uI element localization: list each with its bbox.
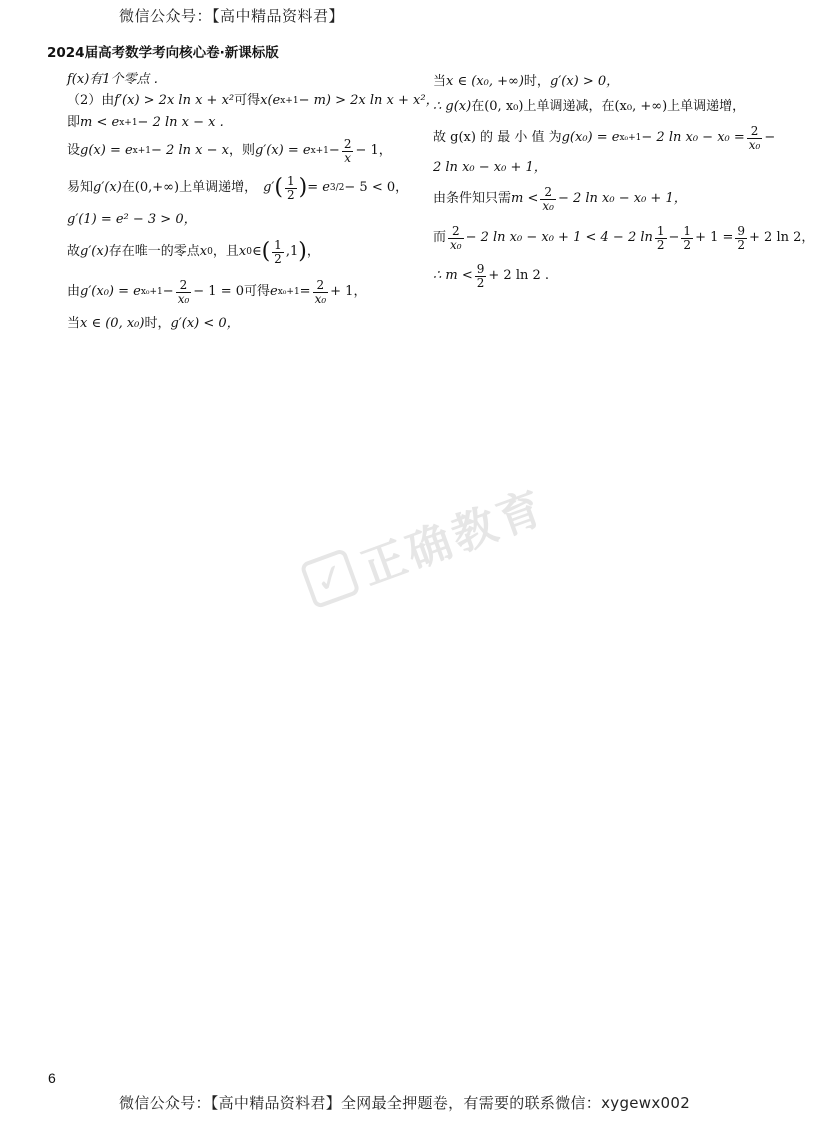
fraction (176, 279, 192, 305)
exponent: x₀+1 (140, 286, 163, 297)
subscript: 0 (246, 246, 252, 257)
text: 当 (67, 315, 81, 331)
numerator: 2 (316, 277, 325, 292)
fraction (681, 225, 693, 251)
math: (x₀, +∞) (614, 98, 668, 114)
math: x ∈ (0, x₀) (80, 315, 145, 331)
numerator: 1 (656, 223, 665, 238)
numerator: 2 (343, 136, 352, 151)
math: g′(x₀) = e (80, 283, 141, 299)
denominator: 2 (683, 237, 692, 252)
text: f(x)有1个零点 . (67, 71, 158, 87)
exponent: x+1 (119, 117, 138, 128)
math: x (199, 243, 208, 259)
text: 易知 (67, 179, 94, 195)
line-8 (67, 272, 407, 312)
numerator: 2 (451, 223, 460, 238)
math: = (299, 283, 311, 299)
text: 设 (67, 142, 81, 158)
denominator: x₀ (177, 291, 190, 306)
exponent: x+1 (280, 95, 299, 106)
bottom-banner: 微信公众号：【高中精品资料君】全网最全押题卷，有需要的联系微信：xygewx002 (119, 1094, 691, 1112)
math: (0,+∞) (134, 179, 180, 195)
fraction (342, 138, 354, 164)
text: 故 (67, 243, 81, 259)
fraction (655, 225, 667, 251)
line-6 (67, 208, 407, 232)
math: ,1 (285, 243, 299, 259)
math: − 2 ln x₀ − x₀ = (641, 129, 745, 145)
text: 由条件知只需 (433, 190, 512, 206)
document-header: 2024届高考数学考向核心卷·新课标版 (47, 45, 279, 61)
math: m < e (80, 114, 120, 130)
numerator: 9 (476, 261, 485, 276)
checkmark-logo-icon: ✓ (299, 548, 361, 610)
right-paren: ) (298, 175, 308, 200)
line-3 (67, 112, 407, 134)
denominator: x₀ (542, 198, 554, 213)
math: − 2 ln x − x (151, 142, 229, 158)
text: 可得 (234, 92, 261, 108)
math: − m) > 2x ln x + x²， (298, 92, 439, 108)
line-r5 (433, 180, 763, 218)
text: ，则 (228, 142, 255, 158)
text: 上单调递减，在 (523, 98, 615, 114)
right-paren: ) (298, 239, 307, 264)
math: + 1， (330, 283, 367, 299)
math: g′(x) (93, 179, 122, 195)
math: − (764, 129, 776, 145)
numerator: 2 (544, 184, 552, 199)
text: ，且 (212, 243, 239, 259)
math: + 1 = (695, 229, 734, 245)
math: 2 ln x₀ − x₀ + 1， (433, 159, 547, 175)
line-2 (67, 90, 439, 112)
math: g′(x) (80, 243, 109, 259)
exponent: x+1 (310, 145, 329, 156)
fraction (285, 175, 297, 201)
text: 上单调递增， (179, 179, 258, 195)
line-r1 (433, 70, 763, 94)
math: − (328, 142, 340, 158)
math: g′(x) > 0， (549, 73, 620, 89)
denominator: 2 (656, 237, 665, 252)
exponent: 3/2 (329, 182, 345, 193)
line-r7 (433, 258, 763, 294)
denominator: x₀ (314, 291, 327, 306)
math: − (162, 283, 174, 299)
left-column (67, 70, 439, 336)
math: g′(1) = e² − 3 > 0， (67, 211, 197, 227)
numerator: 1 (683, 223, 692, 238)
left-paren: ( (274, 175, 283, 200)
math: g(x) = e (80, 142, 133, 158)
line-r4 (433, 156, 763, 180)
page-number: 6 (48, 1070, 56, 1086)
numerator: 2 (179, 277, 188, 292)
text: 可得 (244, 283, 271, 299)
fraction (313, 279, 329, 305)
math: g′(x) = e (254, 142, 311, 158)
text: 故 g(x) 的 最 小 值 为 (433, 129, 562, 145)
denominator: x₀ (450, 237, 462, 252)
math: − (668, 229, 680, 245)
denominator: 2 (286, 187, 295, 202)
text: 当 (433, 73, 447, 89)
exponent: x₀+1 (277, 286, 300, 297)
math: ∴ m < (433, 267, 473, 283)
watermark-text: 正确教育 (354, 481, 553, 596)
math: x (238, 243, 247, 259)
math: − 1， (355, 142, 392, 158)
fraction (272, 239, 284, 265)
numerator: 1 (286, 173, 295, 188)
denominator: x (344, 150, 352, 165)
line-5 (67, 168, 407, 208)
math: ∴ g(x) (433, 98, 472, 114)
math: − 2 ln x₀ − x₀ + 1 < 4 − 2 ln (465, 229, 653, 245)
numerator: 2 (750, 123, 759, 138)
math: = e (307, 179, 330, 195)
text: 时， (144, 315, 171, 331)
exponent: x+1 (132, 145, 152, 156)
math: − 1 = 0 (193, 283, 244, 299)
line-r6 (433, 218, 814, 258)
denominator: x₀ (748, 137, 761, 152)
math: g′(x) < 0， (170, 315, 240, 331)
line-4 (67, 134, 407, 168)
left-paren: ( (261, 239, 271, 264)
math: + 2 ln 2， (749, 229, 814, 245)
text: 由 (67, 283, 81, 299)
fraction (747, 125, 763, 151)
fraction (735, 225, 747, 251)
numerator: 1 (274, 237, 282, 252)
math: e (270, 283, 278, 299)
fraction (540, 186, 556, 212)
line-r2 (433, 94, 763, 120)
math: f′(x) > 2x ln x + x² (114, 92, 235, 108)
text: 在 (121, 179, 135, 195)
denominator: 2 (274, 251, 282, 266)
text: 时， (523, 73, 550, 89)
text: 在 (471, 98, 485, 114)
math: (0, x₀) (484, 98, 524, 114)
exponent: x₀+1 (619, 132, 642, 143)
text: 而 (433, 229, 447, 245)
line-r3 (433, 120, 776, 156)
watermark (297, 471, 554, 617)
math: − 5 < 0， (344, 179, 409, 195)
denominator: 2 (737, 237, 746, 252)
math: m < (511, 190, 539, 206)
math: x ∈ (x₀, +∞) (446, 73, 524, 89)
fraction (475, 263, 487, 289)
math: + 2 ln 2 . (488, 267, 550, 283)
math: g(x₀) = e (561, 129, 620, 145)
line-7: 故 g′(x) 存在唯一的零点 x 0 ，且 x 0 ∈ ( $\frac{1}{2}$ ,1 ) ， (67, 237, 320, 266)
top-banner: 微信公众号：【高中精品资料君】 (119, 7, 345, 25)
fraction (448, 225, 464, 251)
math: x(e (260, 92, 281, 108)
numerator: 9 (737, 223, 746, 238)
denominator: 2 (476, 275, 485, 290)
math: − 2 ln x − x . (137, 114, 224, 130)
text: 存在唯一的零点 (108, 243, 200, 259)
math: − 2 ln x₀ − x₀ + 1， (557, 190, 687, 206)
line-1 (67, 70, 407, 90)
math: ∈ (251, 243, 262, 259)
subscript: 0 (207, 246, 213, 257)
line-9 (67, 312, 407, 336)
text: 即 (67, 114, 81, 130)
text: 上单调递增， (667, 98, 746, 114)
math: g′ (263, 179, 275, 195)
text: （2）由 (67, 92, 115, 108)
right-column (433, 70, 814, 294)
